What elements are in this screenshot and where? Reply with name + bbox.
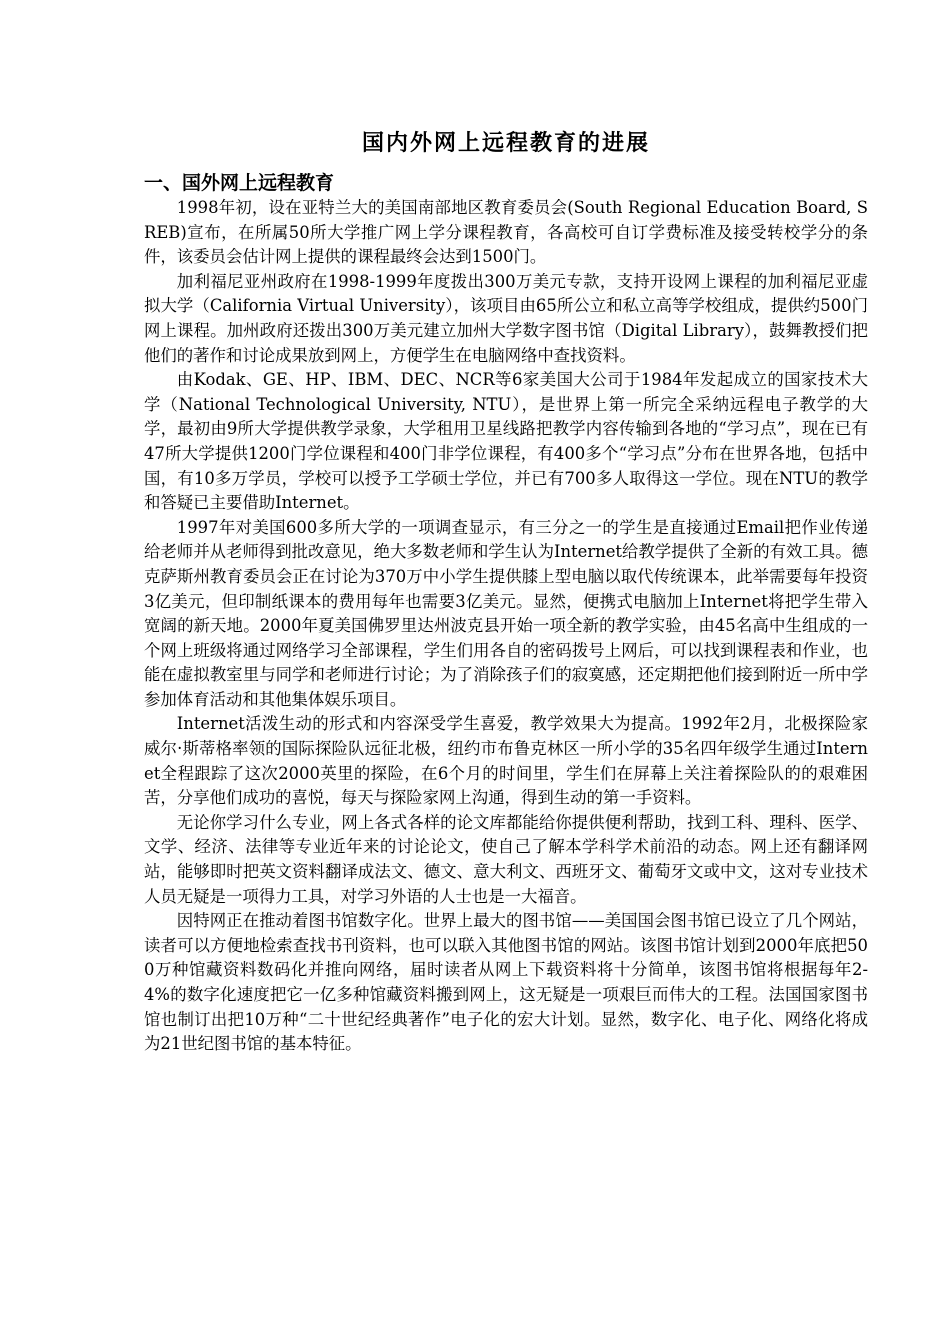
paragraph-expedition: Internet活泼生动的形式和内容深受学生喜爱，教学效果大为提高。1992年2月，北极探险家威尔·斯蒂格率领的国际探险队远征北极，纽约市布鲁克林区一所小学的35名四年级学生通过Internet全程跟踪了这次2000英里的探险，在6个月的时间里，学生们在屏幕上关注着探险队的的艰难困苦，分享他们成功的喜悦，每天与探险家网上沟通，得到生动的第一手资料。 bbox=[144, 714, 868, 808]
section-heading: 一、国外网上远程教育 bbox=[144, 172, 335, 194]
paragraph-sreb: 1998年初，设在亚特兰大的美国南部地区教育委员会(South Regional Education Board, SREB)宣布，在所属50所大学推广网上学分课程教育，各高校可自订学费标准及接受转校学分的条件，该委员会估计网上提供的课程最终会达到1500门。 bbox=[144, 198, 868, 267]
paragraph-ntu: 由Kodak、GE、HP、IBM、DEC、NCR等6家美国大公司于1984年发起成立的国家技术大学（National Technological University, NTU），是世界上第一所完全采纳远程电子教学的大学，最初由9所大学提供教学录象，大学租用卫星线路把教学内容传输到各地的“学习点”，现在已有47所大学提供1200门学位课程和400门非学位课程，有400多个“学习点”分布在世界各地，包括中国，有10多万学员，学校可以授予工学硕士学位，并已有700多人取得这一学位。现在NTU的教学和答疑已主要借助Internet。 bbox=[144, 370, 868, 513]
paragraph-survey: 1997年对美国600多所大学的一项调查显示，有三分之一的学生是直接通过Email把作业传递给老师并从老师得到批改意见，绝大多数老师和学生认为Internet给教学提供了全新的有效工具。德克萨斯州教育委员会正在讨论为370万中小学生提供膝上型电脑以取代传统课本，此举需要每年投资3亿美元，但印制纸课本的费用每年也需要3亿美元。显然，便携式电脑加上Internet将把学生带入宽阔的新天地。2000年夏美国佛罗里达州波克县开始一项全新的教学实验，由45名高中生组成的一个网上班级将通过网络学习全部课程，学生们用各自的密码拨号上网后，可以找到课程表和作业，也能在虚拟教室里与同学和老师进行讨论；为了消除孩子们的寂寞感，还定期把他们接到附近一所中学参加体育活动和其他集体娱乐项目。 bbox=[144, 517, 868, 709]
paragraph-california: 加利福尼亚州政府在1998-1999年度拨出300万美元专款，支持开设网上课程的加利福尼亚虚拟大学（California Virtual University），该项目由65所公立和私立高等学校组成，提供约500门网上课程。加州政府还拨出300万美元建立加州大学数字图书馆（Digital Library），鼓舞教授们把他们的著作和讨论成果放到网上，方便学生在电脑网络中查找资料。 bbox=[144, 271, 868, 365]
document-title: 国内外网上远程教育的进展 bbox=[361, 131, 650, 156]
document-page bbox=[144, 128, 868, 1057]
paragraph-thesis-library: 无论你学习什么专业，网上各式各样的论文库都能给你提供便利帮助，找到工科、理科、医学、文学、经济、法律等专业近年来的讨论论文，使自己了解本学科学术前沿的动态。网上还有翻译网站，能够即时把英文资料翻译成法文、德文、意大利文、西班牙文、葡萄牙文或中文，这对专业技术人员无疑是一项得力工具，对学习外语的人士也是一大福音。 bbox=[144, 812, 868, 906]
paragraph-digital-library: 因特网正在推动着图书馆数字化。世界上最大的图书馆——美国国会图书馆已设立了几个网站，读者可以方便地检索查找书刊资料，也可以联入其他图书馆的网站。该图书馆计划到2000年底把500万种馆藏资料数码化并推向网络，届时读者从网上下载资料将十分简单，该图书馆将根据每年2-4%的数字化速度把它一亿多种馆藏资料搬到网上，这无疑是一项艰巨而伟大的工程。法国国家图书馆也制订出把10万种“二十世纪经典著作”电子化的宏大计划。显然，数字化、电子化、网络化将成为21世纪图书馆的基本特征。 bbox=[144, 911, 868, 1054]
